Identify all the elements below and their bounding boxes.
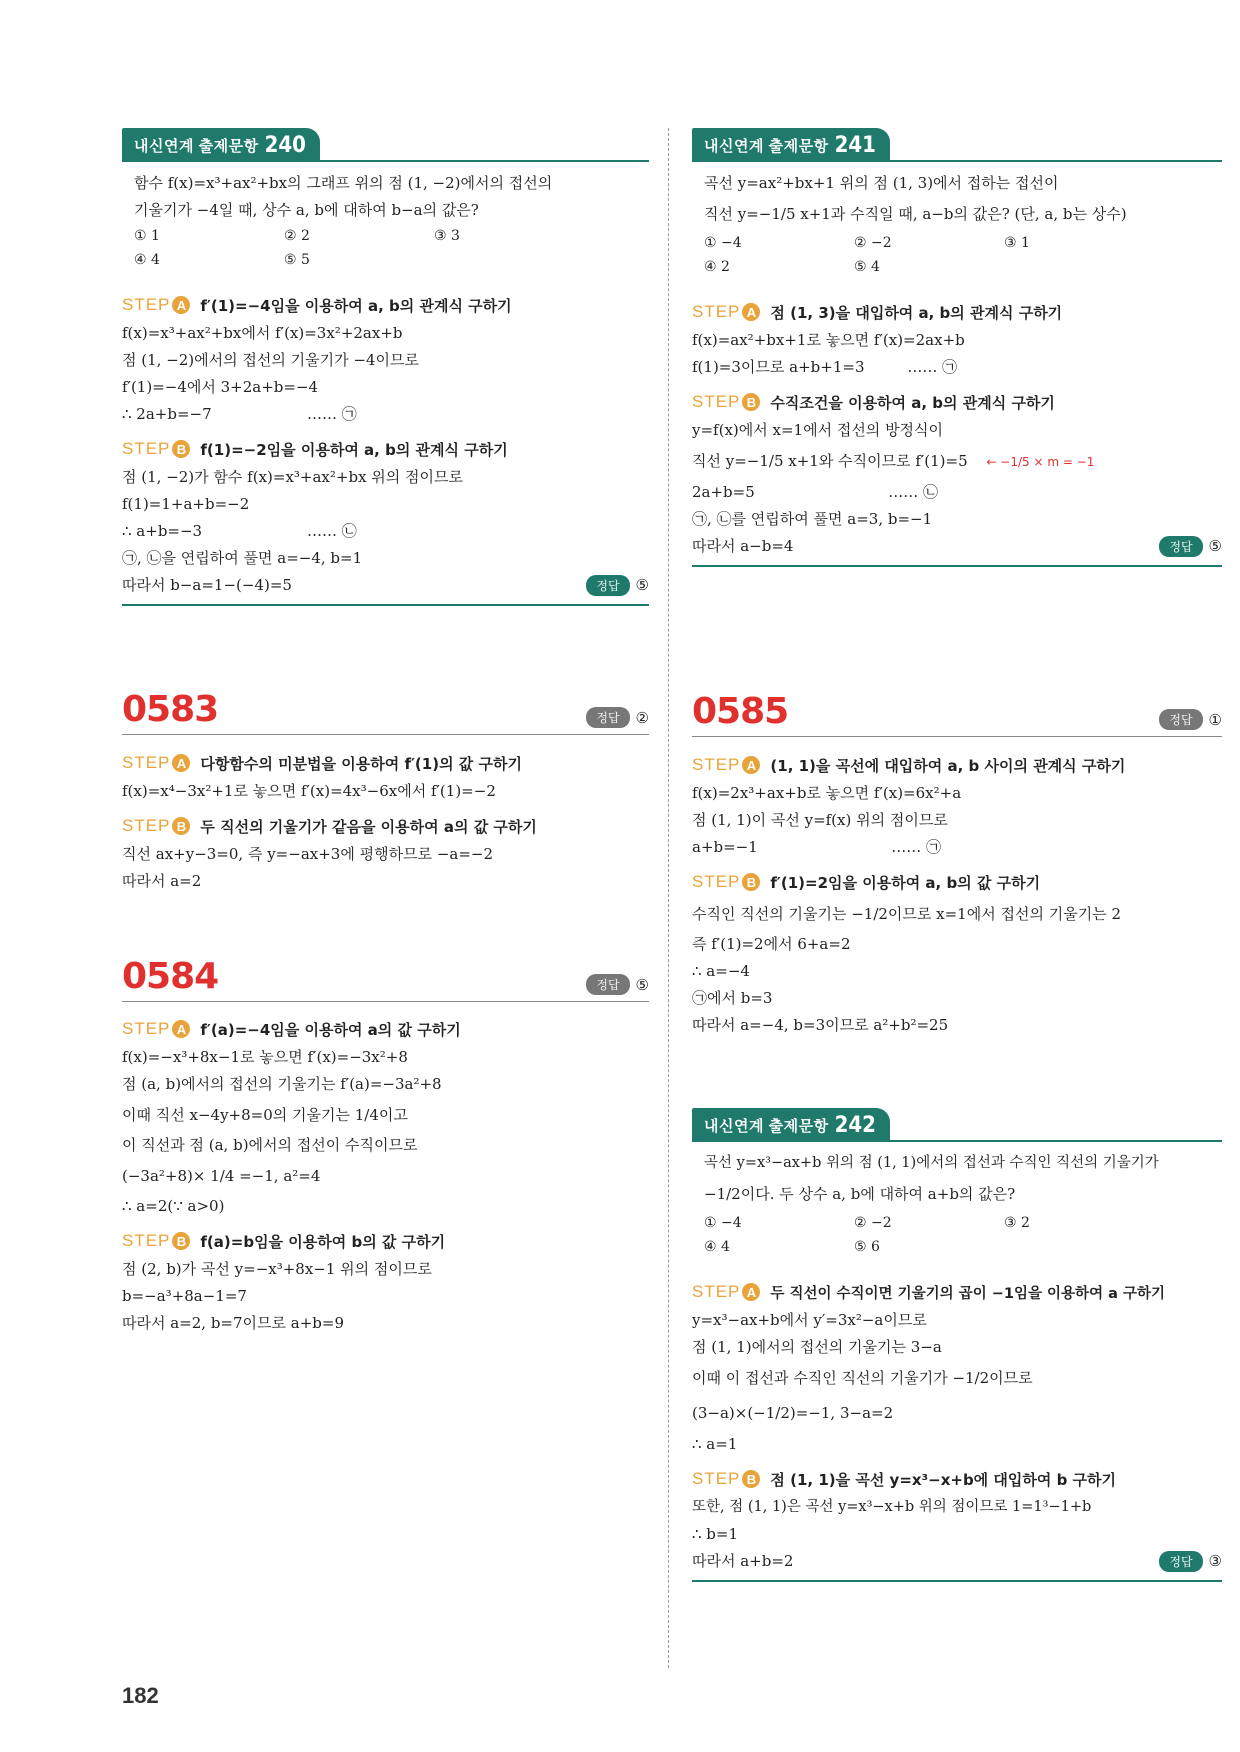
answer-badge: 정답 [586, 707, 629, 728]
step-word: STEP [122, 1019, 171, 1038]
step-word: STEP [692, 302, 741, 321]
step-word: STEP [692, 755, 741, 774]
step-b-icon: B [172, 817, 190, 835]
choice: ⑤ 6 [854, 1239, 880, 1255]
step-a-header [122, 1014, 649, 1044]
solution-line: f(x)=x⁴−3x²+1로 놓으면 f′(x)=4x³−6x에서 f′(1)=−2 [122, 782, 496, 800]
answer-badge: 정답 [1159, 1551, 1202, 1572]
solution-line: ∴ a=−4 [692, 962, 750, 980]
linked-problem-240 [122, 128, 649, 606]
solution-line: 따라서 a=2, b=7이므로 a+b=9 [122, 1314, 345, 1332]
solution-line: ∴ a+b=−3 …… ㉡ [122, 522, 357, 540]
step-b-header [122, 434, 649, 464]
solution-line: 따라서 a−b=4 [692, 536, 794, 555]
solution-line: y=x³−ax+b에서 y′=3x²−a이므로 [692, 1311, 927, 1329]
solution-line: ㉠에서 b=3 [692, 989, 773, 1007]
answer-badge: 정답 [1159, 536, 1202, 557]
box-header [692, 1108, 1222, 1144]
question-answer [1159, 709, 1222, 730]
problem-line: −1/2이다. 두 상수 a, b에 대하여 a+b의 값은? [704, 1185, 1016, 1203]
solution-line: 이 직선과 점 (a, b)에서의 접선이 수직이므로 [122, 1136, 418, 1154]
choices [704, 231, 1212, 279]
problem-line: 곡선 y=ax²+bx+1 위의 점 (1, 3)에서 접하는 접선이 [704, 174, 1059, 192]
header-rule [122, 160, 649, 162]
header-rule [692, 1140, 1222, 1142]
solution-line: 이때 직선 x−4y+8=0의 기울기는 1/4이고 [122, 1106, 408, 1124]
choice: ③ 2 [1004, 1215, 1030, 1231]
step-word: STEP [122, 439, 171, 458]
step-a-icon: A [742, 1283, 760, 1301]
question-number: 0584 [122, 956, 219, 997]
problem-line: 함수 f(x)=x³+ax²+bx의 그래프 위의 점 (1, −2)에서의 접선의 [134, 174, 553, 192]
step-b-header [122, 1226, 649, 1256]
solution-line: 이때 이 접선과 수직인 직선의 기울기가 −1/2이므로 [692, 1369, 1033, 1387]
problem-text [692, 164, 1222, 279]
solution-line: ∴ a=1 [692, 1435, 738, 1453]
step-title: 다항함수의 미분법을 이용하여 f′(1)의 값 구하기 [200, 754, 522, 773]
box-bottom-rule [692, 1580, 1222, 1582]
choice: ③ 3 [434, 228, 460, 244]
step-word: STEP [692, 1282, 741, 1301]
choice: ⑤ 4 [854, 259, 880, 275]
page-number: 182 [122, 1683, 159, 1708]
solution-line: f(x)=ax²+bx+1로 놓으면 f′(x)=2ax+b [692, 331, 965, 349]
answer-value: ① [1208, 710, 1222, 729]
side-note: ← −1/5 × m = −1 [986, 455, 1095, 469]
solution-line: 따라서 a+b=2 [692, 1551, 794, 1570]
step-b-header [122, 811, 649, 841]
choice: ② 2 [284, 228, 310, 244]
step-title: f′(1)=2임을 이용하여 a, b의 값 구하기 [770, 873, 1041, 892]
solution-line: 2a+b=5 …… ㉡ [692, 483, 939, 501]
question-answer [586, 707, 649, 728]
answer-row [692, 533, 1222, 559]
choice: ① −4 [704, 235, 742, 251]
solution-line: b=−a³+8a−1=7 [122, 1287, 247, 1305]
step-word: STEP [692, 872, 741, 891]
solution-text: 직선 y=−1/5 x+1와 수직이므로 f′(1)=5 [692, 452, 968, 470]
choice: ④ 2 [704, 259, 730, 275]
problem-text [692, 1144, 1222, 1259]
solution-line: a+b=−1 …… ㉠ [692, 838, 942, 856]
step-a-icon: A [172, 754, 190, 772]
step-title: f′(a)=−4임을 이용하여 a의 값 구하기 [200, 1020, 461, 1039]
solution-line: ㉠, ㉡을 연립하여 풀면 a=−4, b=1 [122, 549, 363, 567]
box-bottom-rule [692, 565, 1222, 567]
step-title: 점 (1, 3)을 대입하여 a, b의 관계식 구하기 [770, 303, 1063, 322]
solution-line: f(1)=3이므로 a+b+1=3 …… ㉠ [692, 358, 958, 376]
step-word: STEP [692, 1469, 741, 1488]
choice: ② −2 [854, 235, 892, 251]
answer-badge: 정답 [1159, 709, 1202, 730]
solution-line: ㉠, ㉡를 연립하여 풀면 a=3, b=−1 [692, 510, 933, 528]
solution [122, 290, 649, 606]
question-header-0584 [122, 955, 649, 1002]
step-a-header [692, 297, 1222, 327]
answer-row [122, 572, 649, 598]
step-a-icon: A [742, 303, 760, 321]
problem-line: 기울기가 −4일 때, 상수 a, b에 대하여 b−a의 값은? [134, 201, 479, 219]
step-b-icon: B [742, 393, 760, 411]
solution-line: 따라서 a=2 [122, 872, 202, 890]
step-b-icon: B [172, 440, 190, 458]
step-a-icon: A [172, 296, 190, 314]
problem-tab [692, 128, 890, 162]
solution-line: ∴ 2a+b=−7 …… ㉠ [122, 405, 357, 423]
choice: ④ 4 [704, 1239, 730, 1255]
solution-line: ∴ b=1 [692, 1525, 739, 1543]
choices [134, 224, 639, 272]
answer-badge: 정답 [586, 974, 629, 995]
step-title: (1, 1)을 곡선에 대입하여 a, b 사이의 관계식 구하기 [770, 756, 1126, 775]
answer-value: ③ [1208, 1552, 1222, 1570]
answer-value: ⑤ [1208, 537, 1222, 555]
solution-line: 직선 ax+y−3=0, 즉 y=−ax+3에 평행하므로 −a=−2 [122, 845, 494, 863]
solution-line: f(x)=2x³+ax+b로 놓으면 f′(x)=6x²+a [692, 784, 962, 802]
choice: ⑤ 5 [284, 252, 310, 268]
step-b-header [692, 387, 1222, 417]
step-a-icon: A [172, 1020, 190, 1038]
step-b-header [692, 867, 1222, 897]
solution-line: 수직인 직선의 기울기는 −1/2이므로 x=1에서 접선의 기울기는 2 [692, 905, 1121, 923]
tab-number: 241 [834, 132, 876, 158]
solution-line: ∴ a=2(∵ a>0) [122, 1197, 225, 1215]
solution-0583 [122, 742, 649, 895]
choices [704, 1211, 1212, 1259]
choice: ① −4 [704, 1215, 742, 1231]
step-b-icon: B [742, 873, 760, 891]
step-word: STEP [692, 392, 741, 411]
tab-number: 242 [834, 1112, 876, 1138]
answer-badge: 정답 [586, 575, 629, 596]
solution-line: 즉 f′(1)=2에서 6+a=2 [692, 935, 851, 953]
solution-line-with-note [692, 444, 1222, 479]
solution-line: y=f(x)에서 x=1에서 접선의 방정식이 [692, 421, 944, 439]
step-title: 두 직선의 기울기가 같음을 이용하여 a의 값 구하기 [200, 817, 537, 836]
problem-tab [692, 1108, 890, 1142]
box-header [122, 128, 649, 164]
solution-line: (−3a²+8)× 1/4 =−1, a²=4 [122, 1167, 321, 1185]
linked-problem-241 [692, 128, 1222, 567]
problem-tab [122, 128, 320, 162]
step-title: 수직조건을 이용하여 a, b의 관계식 구하기 [770, 393, 1055, 412]
solution-line: 또한, 점 (1, 1)은 곡선 y=x³−x+b 위의 점이므로 1=1³−1+b [692, 1499, 1092, 1515]
problem-text [122, 164, 649, 272]
step-title: f′(1)=−4임을 이용하여 a, b의 관계식 구하기 [200, 296, 512, 315]
step-a-header [692, 1277, 1222, 1307]
problem-line: 곡선 y=x³−ax+b 위의 점 (1, 1)에서의 접선과 수직인 직선의 기울기가 [704, 1155, 1159, 1171]
question-number: 0583 [122, 689, 219, 730]
solution-0584 [122, 1008, 649, 1337]
step-word: STEP [122, 753, 171, 772]
answer-row [692, 1548, 1222, 1574]
step-a-header [122, 748, 649, 778]
answer-value: ⑤ [635, 576, 649, 594]
step-word: STEP [122, 1231, 171, 1250]
header-rule [692, 160, 1222, 162]
solution-line: 점 (a, b)에서의 접선의 기울기는 f′(a)=−3a²+8 [122, 1075, 442, 1093]
linked-problem-242 [692, 1108, 1222, 1582]
solution-line: f′(1)=−4에서 3+2a+b=−4 [122, 378, 319, 396]
step-a-icon: A [742, 756, 760, 774]
solution-line: (3−a)×(−1/2)=−1, 3−a=2 [692, 1404, 894, 1422]
solution-line: 점 (1, 1)이 곡선 y=f(x) 위의 점이므로 [692, 811, 948, 829]
solution [692, 1277, 1222, 1582]
column-divider [668, 128, 669, 1668]
answer-value: ② [635, 708, 649, 727]
choice: ② −2 [854, 1215, 892, 1231]
tab-label: 내신연계 출제문항 [704, 137, 829, 155]
problem-line: 직선 y=−1/5 x+1과 수직일 때, a−b의 값은? (단, a, b는 상수) [704, 205, 1127, 223]
solution-line: 점 (1, 1)에서의 접선의 기울기는 3−a [692, 1338, 942, 1356]
solution-line: f(x)=−x³+8x−1로 놓으면 f′(x)=−3x²+8 [122, 1048, 408, 1066]
solution-line: 따라서 b−a=1−(−4)=5 [122, 575, 292, 594]
box-bottom-rule [122, 604, 649, 606]
solution [692, 297, 1222, 567]
step-title: f(1)=−2임을 이용하여 a, b의 관계식 구하기 [200, 440, 508, 459]
step-b-header [692, 1464, 1222, 1494]
answer-value: ⑤ [635, 975, 649, 994]
step-word: STEP [122, 816, 171, 835]
solution-line: f(x)=x³+ax²+bx에서 f′(x)=3x²+2ax+b [122, 324, 403, 342]
box-header [692, 128, 1222, 164]
step-b-icon: B [172, 1232, 190, 1250]
solution-line: 점 (2, b)가 곡선 y=−x³+8x−1 위의 점이므로 [122, 1260, 432, 1278]
step-title: 두 직선이 수직이면 기울기의 곱이 −1임을 이용하여 a 구하기 [770, 1285, 1165, 1302]
question-answer [586, 974, 649, 995]
solution-line: 점 (1, −2)에서의 접선의 기울기가 −4이므로 [122, 351, 419, 369]
question-header-0583 [122, 688, 649, 735]
step-a-header [692, 750, 1222, 780]
choice: ③ 1 [1004, 235, 1030, 251]
tab-number: 240 [264, 132, 306, 158]
tab-label: 내신연계 출제문항 [134, 137, 259, 155]
step-title: f(a)=b임을 이용하여 b의 값 구하기 [200, 1232, 446, 1251]
question-number: 0585 [692, 691, 789, 732]
solution-line: 따라서 a=−4, b=3이므로 a²+b²=25 [692, 1016, 949, 1034]
step-a-header [122, 290, 649, 320]
solution-line: 점 (1, −2)가 함수 f(x)=x³+ax²+bx 위의 점이므로 [122, 468, 464, 486]
step-word: STEP [122, 295, 171, 314]
choice: ① 1 [134, 228, 160, 244]
step-b-icon: B [742, 1470, 760, 1488]
solution-0585 [692, 744, 1222, 1039]
step-title: 점 (1, 1)을 곡선 y=x³−x+b에 대입하여 b 구하기 [770, 1470, 1117, 1489]
tab-label: 내신연계 출제문항 [704, 1117, 829, 1135]
choice: ④ 4 [134, 252, 160, 268]
solution-line: f(1)=1+a+b=−2 [122, 495, 250, 513]
question-header-0585 [692, 690, 1222, 737]
